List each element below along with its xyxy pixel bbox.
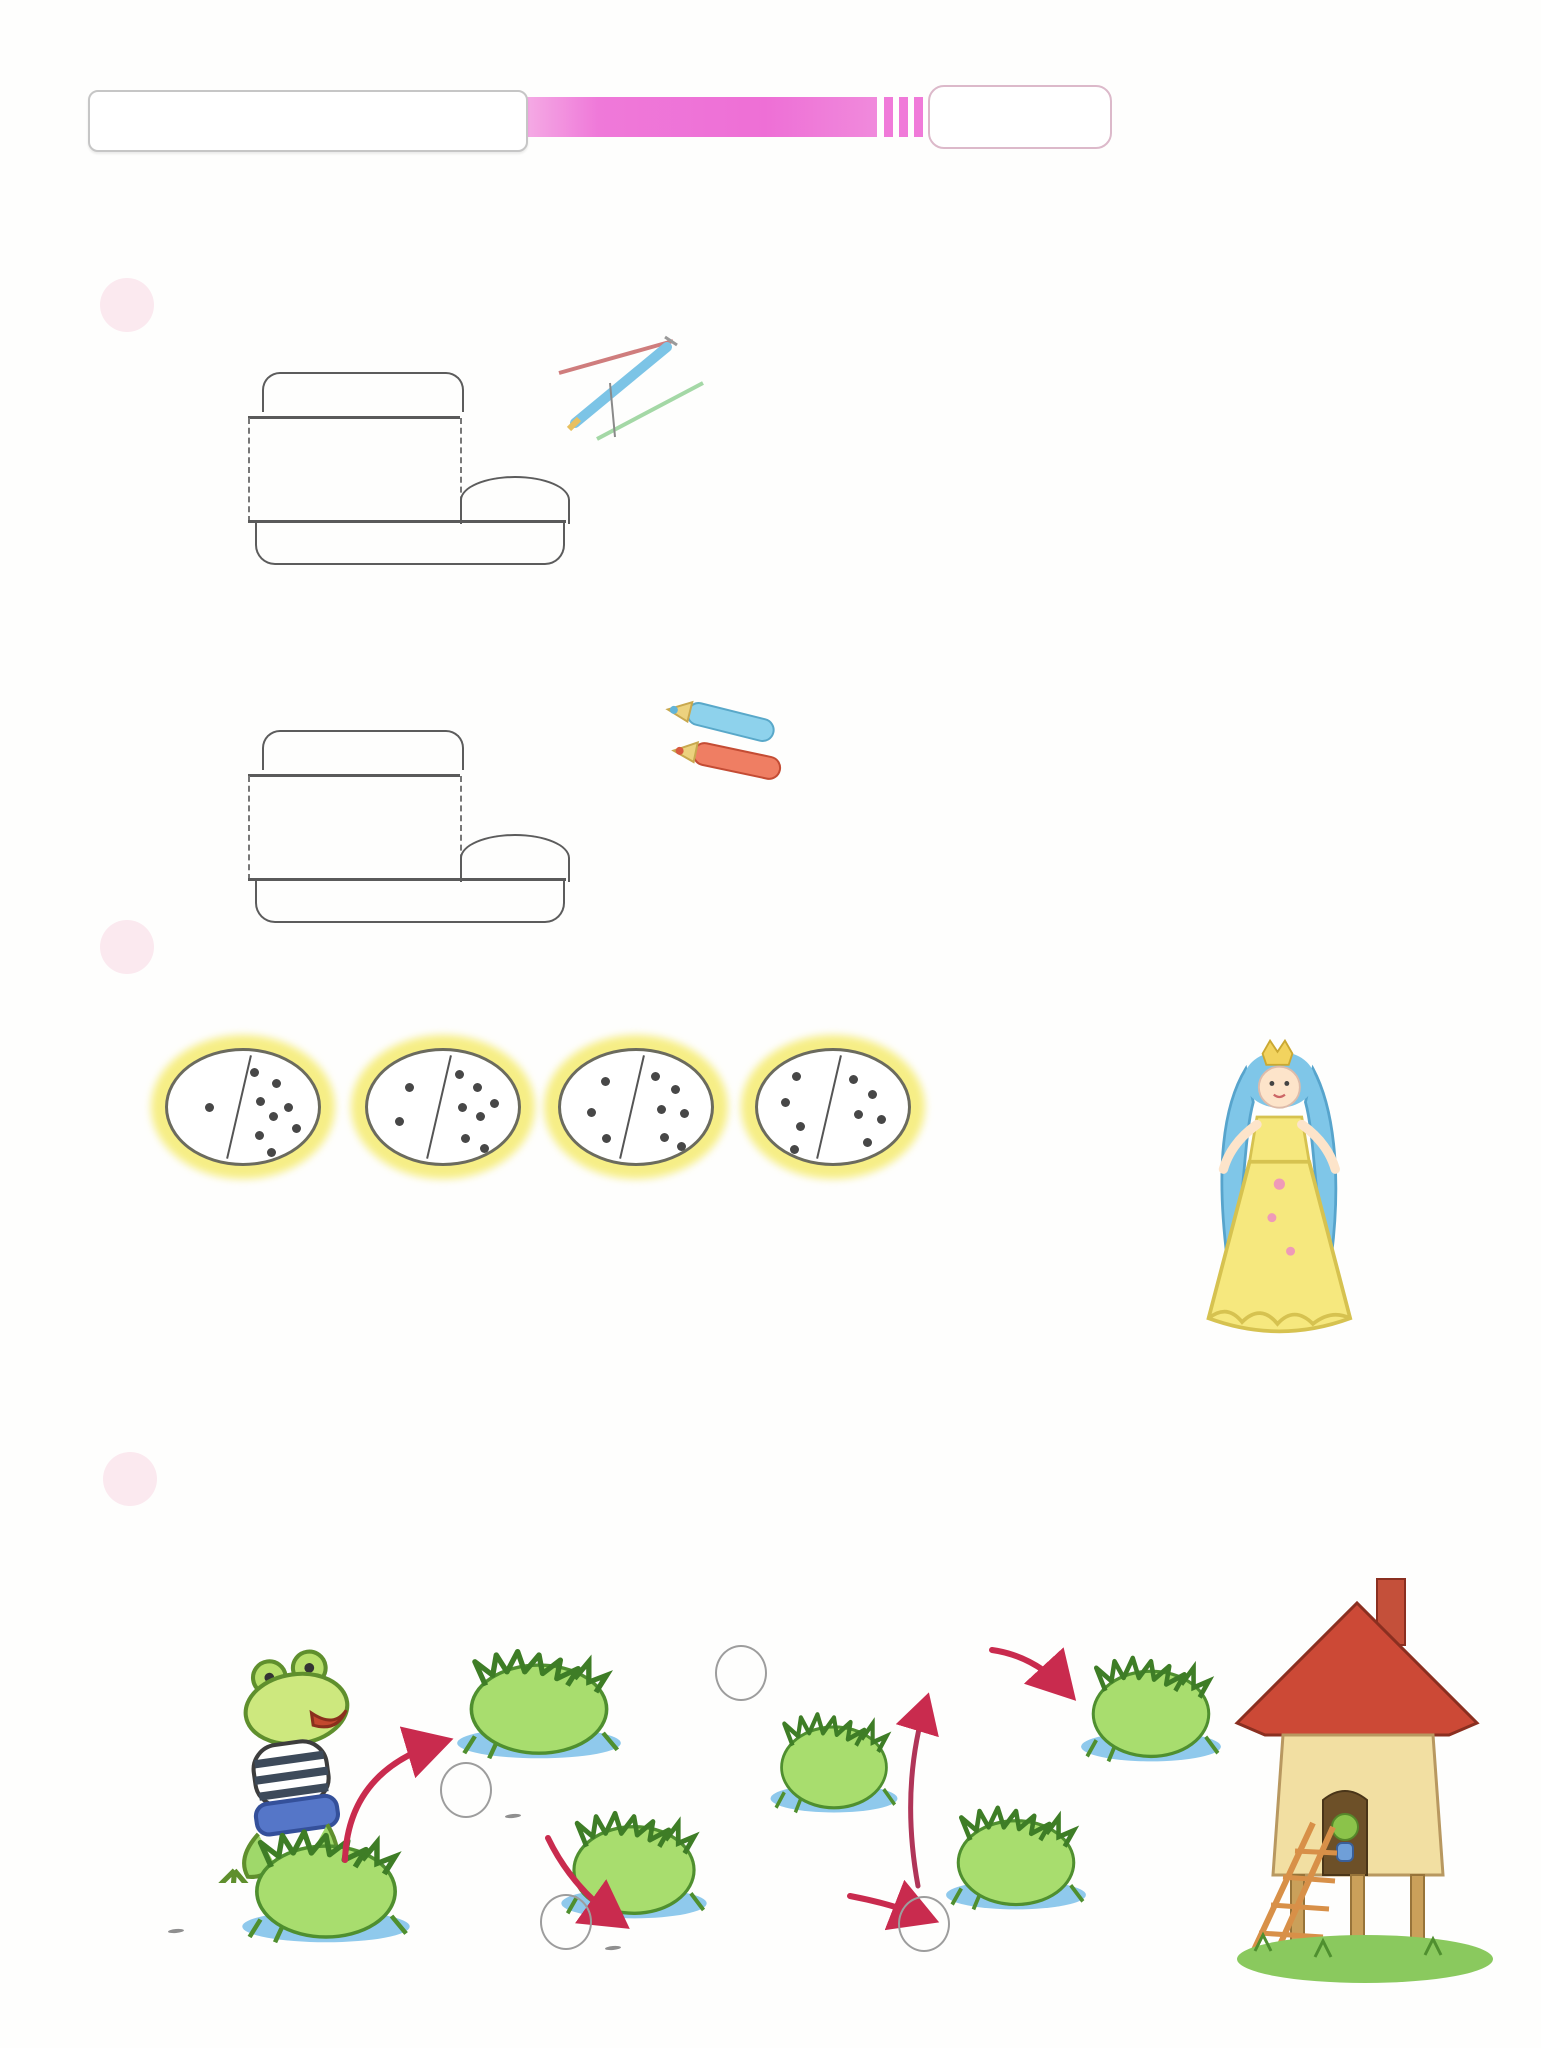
oval-body (365, 1048, 521, 1166)
dot (250, 1068, 259, 1077)
oval-body (558, 1048, 714, 1166)
expression-B (440, 1762, 521, 1828)
oval-body (165, 1048, 321, 1166)
circled-number (540, 1894, 592, 1950)
princess-illustration (1175, 1035, 1380, 1350)
dot (601, 1077, 610, 1086)
crossed-pens-illustration (555, 325, 705, 450)
dot (587, 1108, 596, 1117)
dot-oval (165, 1048, 321, 1166)
dot-oval (558, 1048, 714, 1166)
dot (255, 1131, 264, 1140)
diagram-row1-bar (248, 774, 460, 777)
dot (660, 1133, 669, 1142)
diagram-bottom-brace (255, 881, 565, 923)
diagram-bottom-brace (255, 523, 565, 565)
frog-path-arrows (0, 1560, 1541, 2048)
dot (461, 1134, 470, 1143)
dot (205, 1103, 214, 1112)
dot (781, 1098, 790, 1107)
dot-oval (755, 1048, 911, 1166)
dot (405, 1083, 414, 1092)
oval-body (755, 1048, 911, 1166)
handwritten-result (168, 1928, 184, 1933)
dot (480, 1144, 489, 1153)
diagram-top-brace (262, 730, 464, 770)
diagram-dashed-line (248, 776, 250, 880)
diagram-dashed-line (248, 418, 250, 522)
dot (267, 1148, 276, 1157)
diagram-extra-arc (460, 476, 570, 524)
dot (455, 1070, 464, 1079)
expression-E (540, 1894, 621, 1960)
header-pink-bar (505, 97, 877, 137)
bar-diagram-a (205, 372, 585, 572)
circled-number (898, 1896, 950, 1952)
expression-F (898, 1896, 950, 1963)
dot (868, 1090, 877, 1099)
handwritten-result (505, 1813, 521, 1818)
diagram-row1-bar (248, 416, 460, 419)
header-pink-dash (899, 97, 908, 137)
dot (602, 1134, 611, 1143)
lesson-badge (928, 85, 1112, 149)
header-pink-dash (914, 97, 923, 137)
diagram-extra-arc (460, 834, 570, 882)
circled-number (715, 1645, 767, 1701)
circled-number (440, 1762, 492, 1818)
dot (458, 1103, 467, 1112)
dot (849, 1075, 858, 1084)
page-title (88, 90, 528, 152)
diagram-top-brace (262, 372, 464, 412)
dot-oval (365, 1048, 521, 1166)
problem3-number (100, 278, 154, 332)
crayons-illustration (648, 698, 798, 793)
expression-A (715, 1645, 767, 1712)
bar-diagram-b (205, 730, 585, 930)
dot (854, 1110, 863, 1119)
problem5-number (103, 1452, 157, 1506)
dot (792, 1072, 801, 1081)
expression-D (168, 1898, 184, 1943)
header-pink-dash (884, 97, 893, 137)
dot (651, 1072, 660, 1081)
problem4-number (100, 920, 154, 974)
handwritten-result (605, 1945, 621, 1950)
